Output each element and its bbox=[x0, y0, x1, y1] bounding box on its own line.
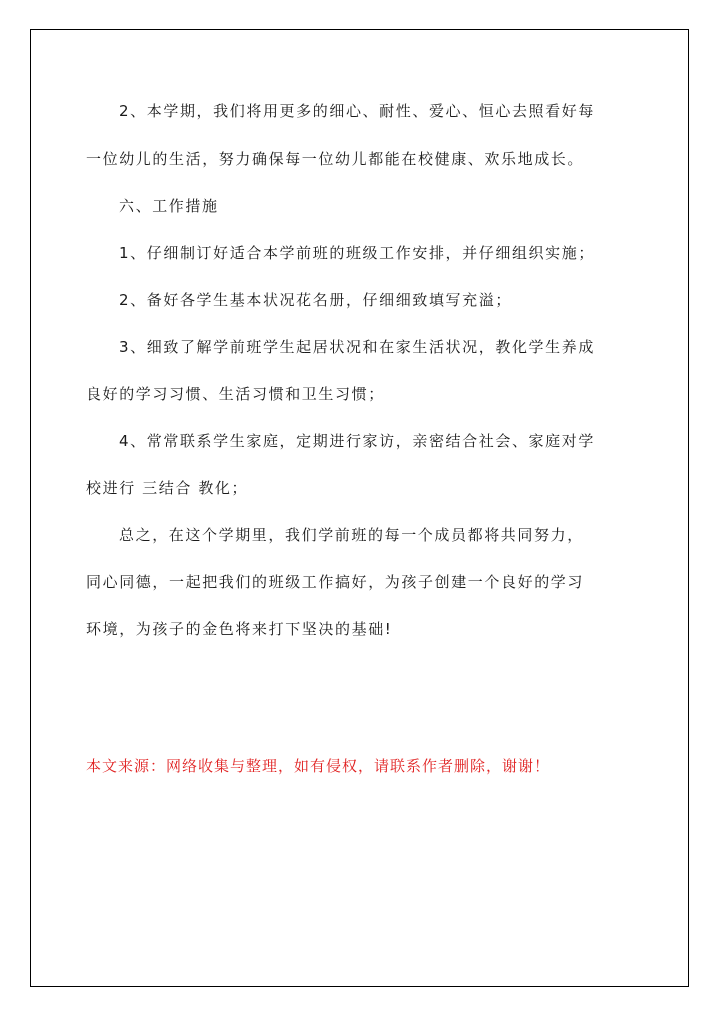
paragraph-line: 1、仔细制订好适合本学前班的班级工作安排，并仔细组织实施； bbox=[119, 244, 595, 262]
paragraph-line: 2、备好各学生基本状况花名册，仔细细致填写充溢； bbox=[119, 291, 512, 309]
paragraph-line: 校进行 三结合 教化； bbox=[86, 479, 249, 497]
paragraph-line: 良好的学习习惯、生活习惯和卫生习惯； bbox=[86, 385, 385, 403]
paragraph-line: 3、细致了解学前班学生起居状况和在家生活状况，教化学生养成 bbox=[119, 338, 595, 356]
section-heading: 六、工作措施 bbox=[119, 197, 219, 215]
paragraph-line: 一位幼儿的生活，努力确保每一位幼儿都能在校健康、欢乐地成长。 bbox=[86, 150, 585, 168]
paragraph-line: 同心同德，一起把我们的班级工作搞好，为孩子创建一个良好的学习 bbox=[86, 573, 585, 591]
paragraph-line: 4、常常联系学生家庭，定期进行家访，亲密结合社会、家庭对学 bbox=[119, 432, 595, 450]
paragraph-line: 2、本学期，我们将用更多的细心、耐性、爱心、恒心去照看好每 bbox=[119, 102, 595, 120]
source-note: 本文来源：网络收集与整理，如有侵权，请联系作者删除，谢谢！ bbox=[86, 757, 551, 775]
page-border bbox=[30, 29, 689, 987]
paragraph-line: 环境，为孩子的金色将来打下坚决的基础! bbox=[86, 620, 393, 638]
paragraph-line: 总之，在这个学期里，我们学前班的每一个成员都将共同努力， bbox=[119, 526, 584, 544]
